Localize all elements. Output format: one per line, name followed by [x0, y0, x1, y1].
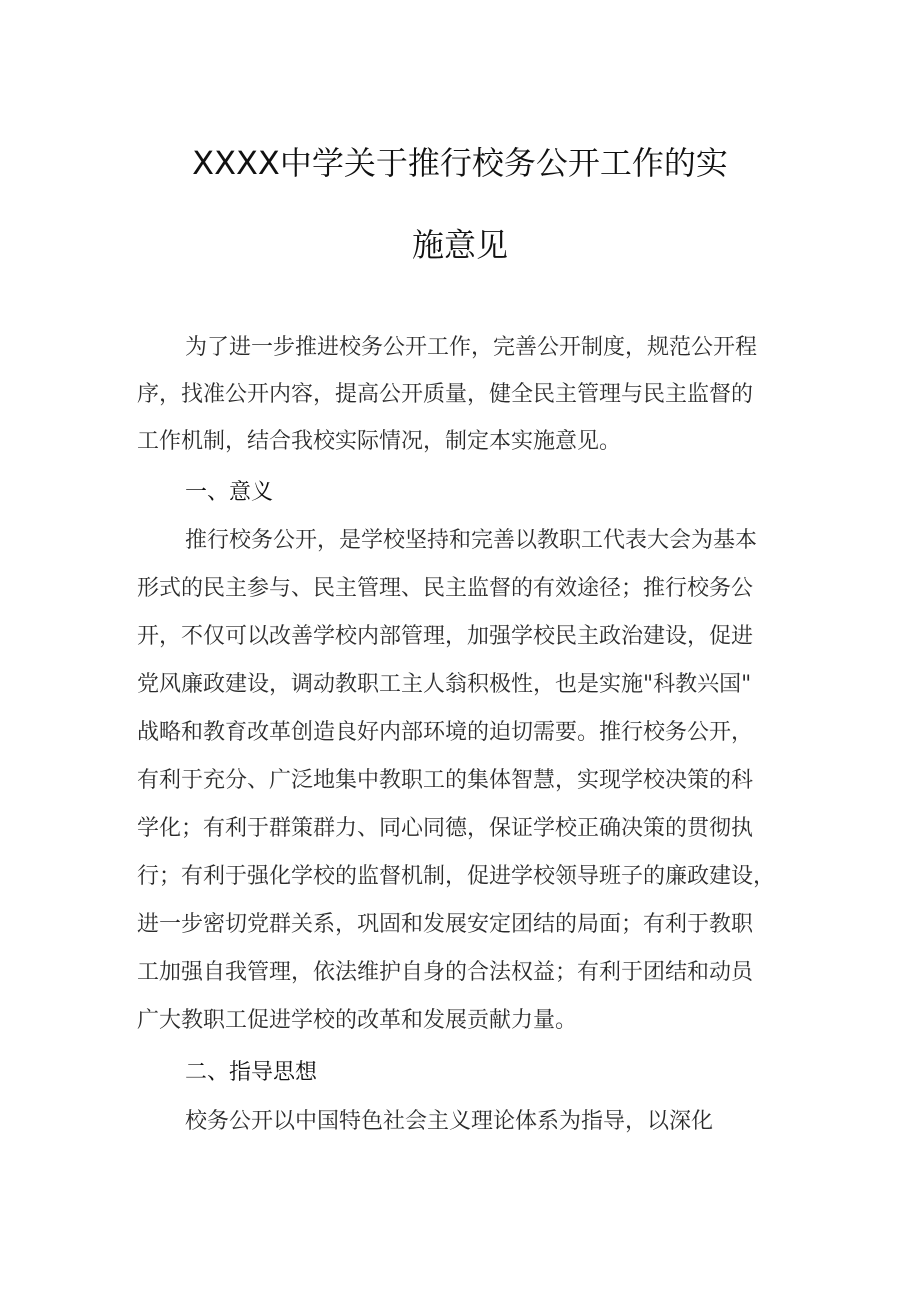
- section1-line: 进一步密切党群关系，巩固和发展安定团结的局面；有利于教职: [137, 912, 754, 937]
- section-heading-guiding-ideology: 二、指导思想: [185, 1060, 318, 1085]
- section2-line: 校务公开以中国特色社会主义理论体系为指导，以深化: [185, 1109, 714, 1134]
- section-heading-significance: 一、意义: [185, 480, 274, 505]
- intro-line: 序，找准公开内容，提高公开质量，健全民主管理与民主监督的: [137, 382, 754, 407]
- document-title-line-1: XXXX中学关于推行校务公开工作的实: [192, 144, 728, 182]
- intro-line: 工作机制，结合我校实际情况，制定本实施意见。: [137, 429, 622, 454]
- section1-line: 开，不仅可以改善学校内部管理，加强学校民主政治建设，促进: [137, 624, 754, 649]
- section1-line: 有利于充分、广泛地集中教职工的集体智慧，实现学校决策的科: [137, 768, 754, 793]
- section1-line: 战略和教育改革创造良好内部环境的迫切需要。推行校务公开，: [137, 720, 754, 745]
- section1-line: 党风廉政建设，调动教职工主人翁积极性，也是实施"科教兴国": [137, 672, 752, 697]
- section1-line: 工加强自我管理，依法维护自身的合法权益；有利于团结和动员: [137, 960, 754, 985]
- section1-line: 推行校务公开，是学校坚持和完善以教职工代表大会为基本: [185, 528, 758, 553]
- intro-line: 为了进一步推进校务公开工作，完善公开制度，规范公开程: [185, 335, 758, 360]
- section1-line: 学化；有利于群策群力、同心同德，保证学校正确决策的贯彻执: [137, 816, 754, 841]
- section1-line: 形式的民主参与、民主管理、民主监督的有效途径；推行校务公: [137, 576, 754, 601]
- document-title-line-2: 施意见: [411, 226, 508, 264]
- section1-line: 行；有利于强化学校的监督机制，促进学校领导班子的廉政建设，: [137, 864, 776, 889]
- section1-line: 广大教职工促进学校的改革和发展贡献力量。: [137, 1008, 578, 1033]
